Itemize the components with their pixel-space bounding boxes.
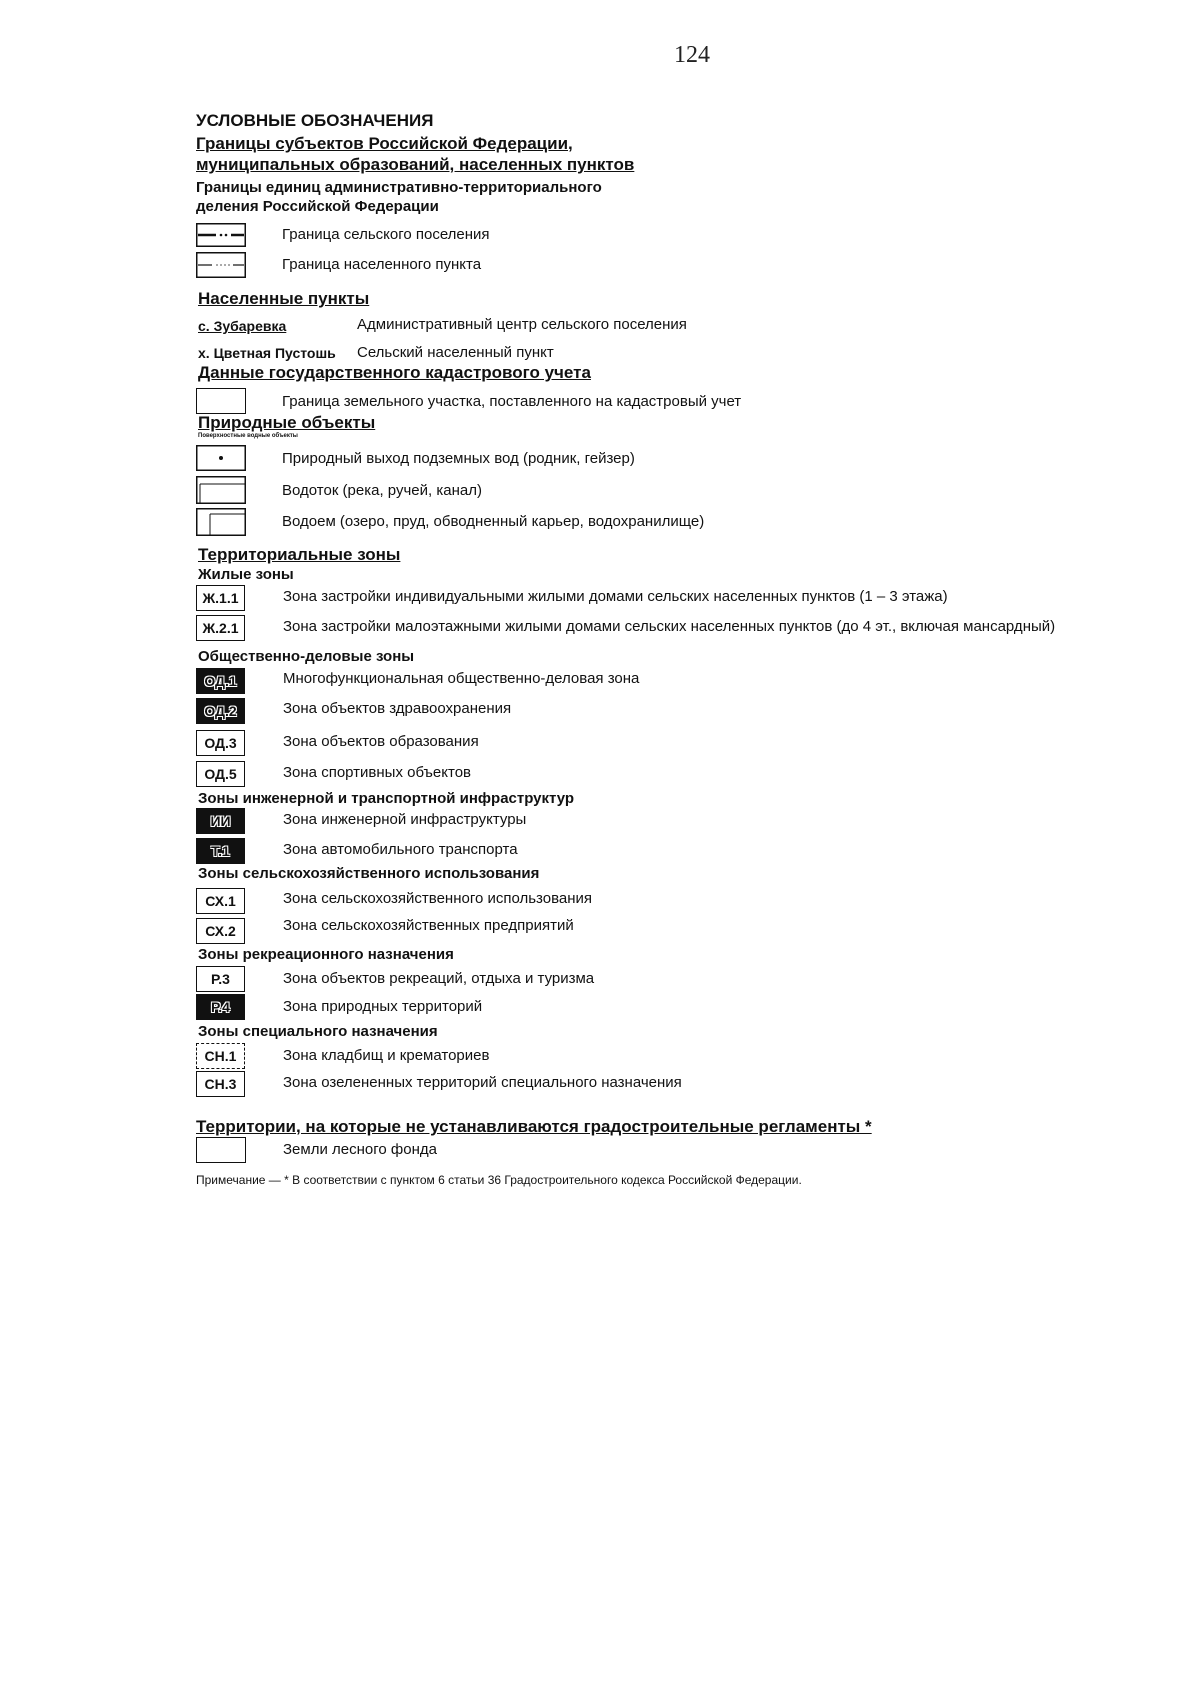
land-plot-border-symbol [196,388,246,414]
zone-label-ii: Зона инженерной инфраструктуры [283,811,527,828]
zone-label-sn1: Зона кладбищ и крематориев [283,1047,490,1064]
business-heading: Общественно-деловые зоны [198,648,415,665]
page-number: 124 [674,42,710,68]
zone-code-r4: Р.4 [196,994,245,1020]
natural-subheading: Поверхностные водные объекты [198,433,298,439]
rural-settlement-label: Сельский населенный пункт [357,344,554,361]
water-body-symbol [196,508,246,536]
watercourse-label: Водоток (река, ручей, канал) [282,482,482,499]
zone-code-zh11: Ж.1.1 [196,585,245,611]
borders-heading-line2: муниципальных образований, населенных пунктов [196,155,635,174]
zone-label-skh1: Зона сельскохозяйственного использования [283,890,593,907]
zone-label-od2: Зона объектов здравоохранения [283,700,512,717]
zone-label-skh2: Зона сельскохозяйственных предприятий [283,917,574,934]
settlement-border-symbol [196,252,246,278]
rural-settlement-border-label: Граница сельского поселения [282,226,490,243]
zone-code-od1: ОД.1 [196,668,245,694]
zone-label-od5: Зона спортивных объектов [283,764,472,781]
admin-center-label: Административный центр сельского поселения [357,316,687,333]
cadastre-heading: Данные государственного кадастрового учета [198,363,591,382]
recreation-heading: Зоны рекреационного назначения [198,946,454,963]
zone-label-r4: Зона природных территорий [283,998,483,1015]
legend-title: УСЛОВНЫЕ ОБОЗНАЧЕНИЯ [196,111,434,130]
zone-code-od2: ОД.2 [196,698,245,724]
zone-label-od3: Зона объектов образования [283,733,479,750]
zones-heading: Территориальные зоны [198,545,401,564]
forest-fund-symbol [196,1137,246,1163]
special-heading: Зоны специального назначения [198,1023,438,1040]
rural-settlement-sample: х. Цветная Пустошь [198,345,336,361]
zone-code-skh2: СХ.2 [196,918,245,944]
forest-fund-label: Земли лесного фонда [283,1141,437,1158]
zone-code-zh21: Ж.2.1 [196,615,245,641]
borders-heading-line1: Границы субъектов Российской Федерации, [196,134,573,153]
agri-heading: Зоны сельскохозяйственного использования [198,865,540,882]
zone-label-t1: Зона автомобильного транспорта [283,841,518,858]
zone-label-r3: Зона объектов рекреаций, отдыха и туризма [283,970,595,987]
spring-label: Природный выход подземных вод (родник, гейзер) [282,450,635,467]
spring-symbol [196,445,246,471]
borders-subheading-line2: деления Российской Федерации [196,198,439,215]
zone-code-t1: Т.1 [196,838,245,864]
zone-label-od1: Многофункциональная общественно-деловая зона [283,670,640,687]
zone-code-sn3: СН.3 [196,1071,245,1097]
water-body-label: Водоем (озеро, пруд, обводненный карьер, водохранилище) [282,513,705,530]
borders-subheading-line1: Границы единиц административно-территориального [196,179,602,196]
land-plot-border-label: Граница земельного участка, поставленного на кадастровый учет [282,393,742,410]
zone-code-r3: Р.3 [196,966,245,992]
natural-heading: Природные объекты [198,413,376,432]
zone-code-od5: ОД.5 [196,761,245,787]
infra-heading: Зоны инженерной и транспортной инфраструктур [198,790,575,807]
residential-heading: Жилые зоны [198,566,294,583]
footnote: Примечание — * В соответствии с пунктом 6 статьи 36 Градостроительного кодекса Российской Федерации. [196,1173,802,1187]
zone-code-sn1: СН.1 [196,1043,245,1069]
settlements-heading: Населенные пункты [198,289,370,308]
unregulated-heading: Территории, на которые не устанавливаются градостроительные регламенты * [196,1117,872,1136]
rural-settlement-border-symbol [196,223,246,247]
zone-label-sn3: Зона озелененных территорий специального назначения [283,1074,682,1091]
zone-label-zh11: Зона застройки индивидуальными жилыми домами сельских населенных пунктов (1 – 3 этажа) [283,588,948,605]
watercourse-symbol [196,476,246,504]
zone-label-zh21: Зона застройки малоэтажными жилыми домами сельских населенных пунктов (до 4 эт., включая мансардный) [283,618,1056,635]
settlement-border-label: Граница населенного пункта [282,256,482,273]
zone-code-skh1: СХ.1 [196,888,245,914]
admin-center-sample: с. Зубаревка [198,318,287,334]
zone-code-ii: ИИ [196,808,245,834]
zone-code-od3: ОД.3 [196,730,245,756]
